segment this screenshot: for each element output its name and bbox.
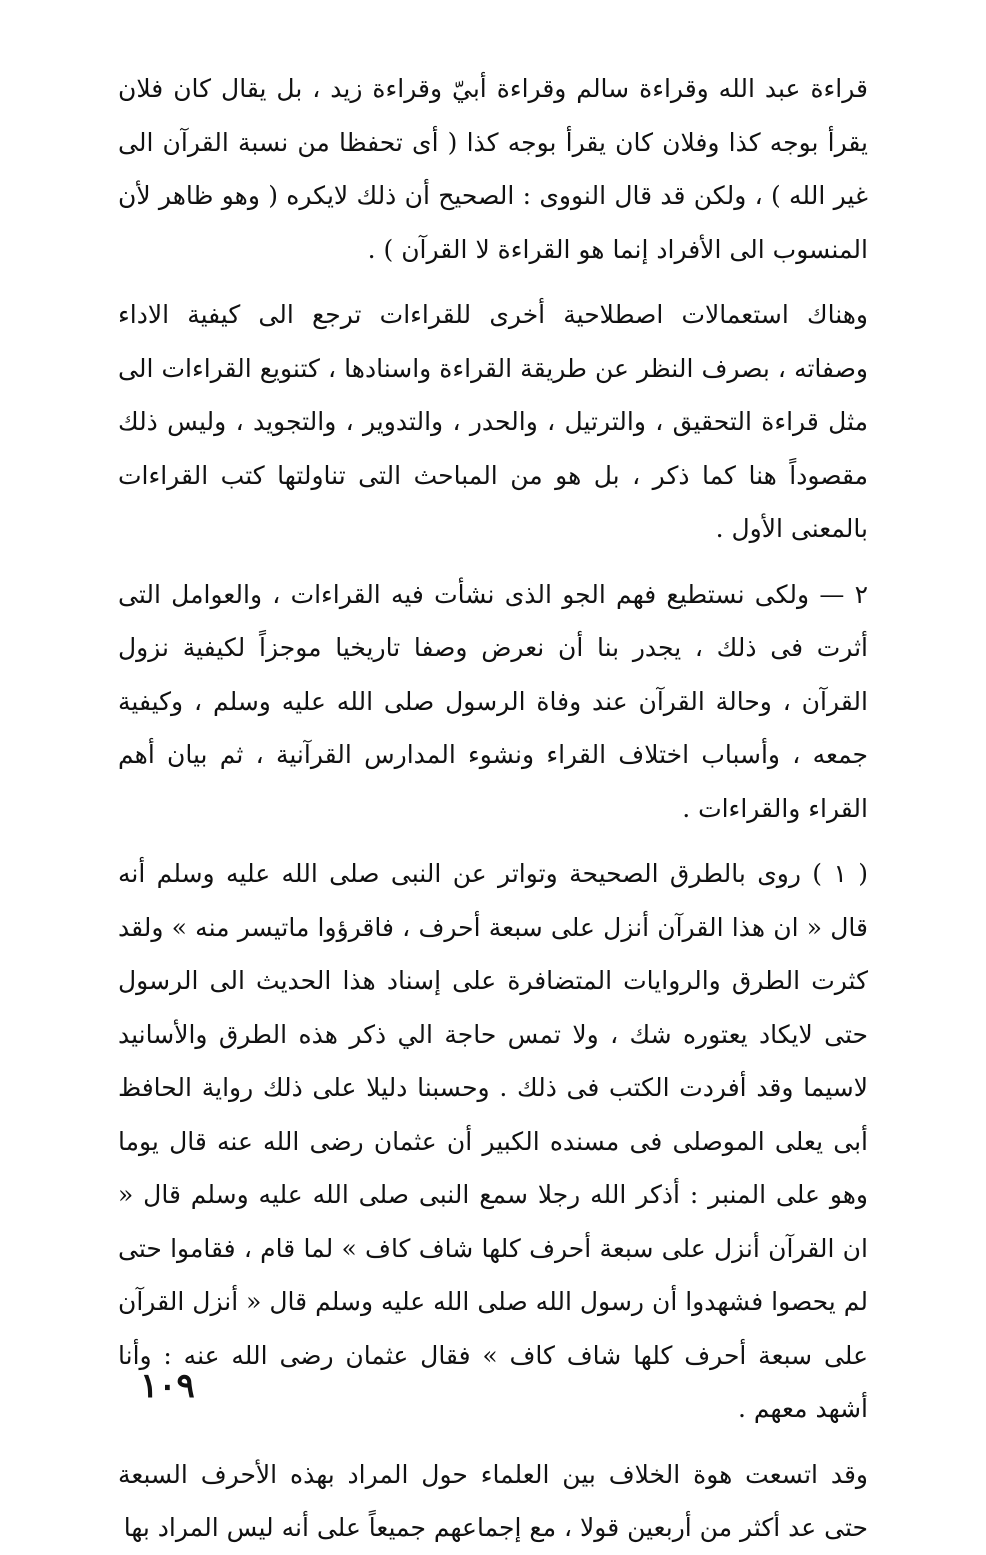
page-number: ١٠٩	[140, 1366, 195, 1406]
paragraph-4: ( ١ ) روى بالطرق الصحيحة وتواتر عن النبى صلى الله عليه وسلم أنه قال « ان هذا القرآن أنزل على سبعة أحرف ، فاقرؤوا ماتيسر منه » ولقد كثرت الطرق والروايات المتضافرة على إسناد هذا الحديث الى الرسول حتى لايكاد يعتوره شك ، ولا تمس حاجة الي ذكر هذه الطرق والأسانيد لاسيما وقد أفردت الكتب فى ذلك . وحسبنا دليلا على ذلك رواية الحافظ أبى يعلى الموصلى فى مسنده الكبير أن عثمان رضى الله عنه قال يوما وهو على المنبر : أذكر الله رجلا سمع النبى صلى الله عليه وسلم قال « ان القرآن أنزل على سبعة أحرف كلها شاف كاف » لما قام ، فقاموا حتى لم يحصوا فشهدوا أن رسول الله صلى الله عليه وسلم قال « أنزل القرآن على سبعة أحرف كلها شاف كاف » فقال عثمان رضى الله عنه : وأنا أشهد معهم .	[118, 859, 869, 1423]
paragraph-3: ٢ — ولكى نستطيع فهم الجو الذى نشأت فيه القراءات ، والعوامل التى أثرت فى ذلك ، يجدر بنا أن نعرض وصفا تاريخيا موجزاً لكيفية نزول القرآن ، وحالة القرآن عند وفاة الرسول صلى الله عليه وسلم ، وكيفية جمعه ، وأسباب اختلاف القراء ونشوء المدارس القرآنية ، ثم بيان أهم القراء والقراءات .	[118, 579, 868, 823]
page-body	[118, 62, 868, 1555]
paragraph-1: قراءة عبد الله وقراءة سالم وقراءة أبيّ وقراءة زيد ، بل يقال كان فلان يقرأ بوجه كذا وفلان كان يقرأ بوجه كذا ( أى تحفظا من نسبة القرآن الى غير الله ) ، ولكن قد قال النووى : الصحيح أن ذلك لايكره ( وهو ظاهر لأن المنسوب الى الأفراد إنما هو القراءة لا القرآن ) .	[118, 74, 868, 264]
paragraph-2: وهناك استعمالات اصطلاحية أخرى للقراءات ترجع الى كيفية الاداء وصفاته ، بصرف النظر عن طريقة القراءة واسنادها ، كتنويع القراءات الى مثل قراءة التحقيق ، والترتيل ، والحدر ، والتدوير ، والتجويد ، وليس ذلك مقصوداً هنا كما ذكر ، بل هو من المباحث التى تناولتها كتب القراءات بالمعنى الأول .	[118, 300, 868, 543]
paragraph-5: وقد اتسعت هوة الخلاف بين العلماء حول المراد بهذه الأحرف السبعة حتى عد أكثر من أربعين قولا ، مع إجماعهم جميعاً على أنه ليس المراد بها	[118, 1459, 868, 1542]
